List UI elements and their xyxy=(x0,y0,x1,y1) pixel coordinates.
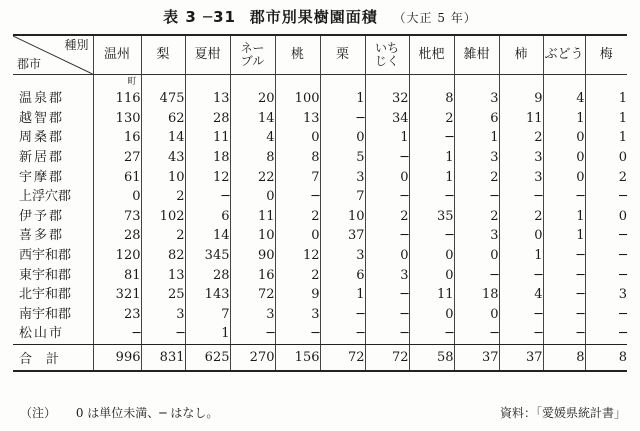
district-name: 上浮穴郡 xyxy=(19,189,72,205)
area-value-cell: 1 xyxy=(454,128,499,148)
area-value-cell: 0 xyxy=(409,265,454,285)
area-value-cell: ─ xyxy=(409,324,454,344)
area-value-cell: 1 xyxy=(320,285,365,305)
table-name: 郡市別果樹園面積 xyxy=(249,8,378,26)
area-value-cell: 102 xyxy=(141,207,185,227)
area-value-cell: 61 xyxy=(93,167,141,187)
total-row xyxy=(13,344,627,371)
area-value-cell: 0 xyxy=(585,207,627,227)
total-value-cell: 8 xyxy=(585,344,627,371)
area-value-cell: ─ xyxy=(365,324,409,344)
unit-row-spacer xyxy=(13,75,93,90)
area-value-cell: 1 xyxy=(543,207,585,227)
district-name: 西宇和郡 xyxy=(19,248,72,264)
table-row xyxy=(13,246,627,266)
total-value-cell: 831 xyxy=(141,344,185,371)
total-value-cell: 270 xyxy=(230,344,275,371)
column-header: ぶどう xyxy=(543,35,585,75)
area-value-cell: ─ xyxy=(499,305,543,325)
table-row xyxy=(13,128,627,148)
district-name: 温泉郡 xyxy=(19,91,65,107)
area-value-cell: ─ xyxy=(543,246,585,266)
table-row xyxy=(13,187,627,207)
area-value-cell: 9 xyxy=(499,89,543,109)
district-name: 喜多郡 xyxy=(19,228,65,244)
district-name: 北宇和郡 xyxy=(19,287,72,303)
column-header-text: ネーブル xyxy=(240,41,265,68)
area-value-cell: 34 xyxy=(365,109,409,129)
area-value-cell: 3 xyxy=(454,148,499,168)
area-value-cell: 100 xyxy=(275,89,320,109)
header-row xyxy=(13,35,627,75)
table-row xyxy=(13,109,627,129)
table-row xyxy=(13,265,627,285)
total-value-cell: 72 xyxy=(320,344,365,371)
area-value-cell: 82 xyxy=(141,246,185,266)
area-value-cell: 0 xyxy=(585,148,627,168)
area-value-cell: 0 xyxy=(365,246,409,266)
area-value-cell: ─ xyxy=(585,305,627,325)
district-name: 松山市 xyxy=(13,324,93,344)
area-value-cell: 3 xyxy=(454,89,499,109)
area-value-cell: 18 xyxy=(454,285,499,305)
column-header xyxy=(230,35,275,75)
table-number: 表 3 ─31 xyxy=(163,8,236,26)
table-row xyxy=(13,148,627,168)
area-value-cell: 345 xyxy=(185,246,230,266)
area-value-cell: ─ xyxy=(365,187,409,207)
area-value-cell: 0 xyxy=(275,128,320,148)
total-label: 合計 xyxy=(13,344,93,371)
column-header-text: いちじく xyxy=(374,41,399,68)
area-value-cell: 1 xyxy=(365,128,409,148)
table-row xyxy=(13,285,627,305)
area-value-cell: ─ xyxy=(365,305,409,325)
column-header: 枇杷 xyxy=(409,35,454,75)
area-value-cell: ─ xyxy=(454,324,499,344)
column-header xyxy=(365,35,409,75)
table-row xyxy=(13,167,627,187)
area-value-cell: 3 xyxy=(141,305,185,325)
area-value-cell: 0 xyxy=(320,128,365,148)
district-name: 周桑郡 xyxy=(19,130,65,146)
unit-row-spacer xyxy=(543,75,585,90)
district-name: 新居郡 xyxy=(19,150,65,166)
area-value-cell: 43 xyxy=(141,148,185,168)
area-value-cell: 0 xyxy=(543,148,585,168)
area-value-cell: 8 xyxy=(230,148,275,168)
column-header: 夏柑 xyxy=(185,35,230,75)
column-header: 雑柑 xyxy=(454,35,499,75)
area-value-cell: 2 xyxy=(454,167,499,187)
area-value-cell: 10 xyxy=(320,207,365,227)
area-value-cell: 0 xyxy=(230,187,275,207)
total-value-cell: 156 xyxy=(275,344,320,371)
area-value-cell: 13 xyxy=(141,265,185,285)
area-value-cell: ─ xyxy=(320,305,365,325)
table-title xyxy=(0,6,640,30)
area-value-cell: 0 xyxy=(93,187,141,207)
area-value-cell: 35 xyxy=(409,207,454,227)
area-value-cell: 8 xyxy=(409,89,454,109)
area-value-cell: 321 xyxy=(93,285,141,305)
area-value-cell: 120 xyxy=(93,246,141,266)
area-value-cell: 62 xyxy=(141,109,185,129)
area-value-cell: 28 xyxy=(185,109,230,129)
area-value-cell: 6 xyxy=(320,265,365,285)
area-value-cell: 90 xyxy=(230,246,275,266)
area-value-cell: ─ xyxy=(320,109,365,129)
area-value-cell: 0 xyxy=(454,305,499,325)
unit-row-spacer xyxy=(499,75,543,90)
area-value-cell: 12 xyxy=(185,167,230,187)
area-value-cell: 3 xyxy=(454,226,499,246)
area-value-cell: 10 xyxy=(141,167,185,187)
area-value-cell: 143 xyxy=(185,285,230,305)
area-value-cell: 1 xyxy=(409,167,454,187)
area-value-cell: 14 xyxy=(230,109,275,129)
total-value-cell: 37 xyxy=(499,344,543,371)
area-value-cell: 2 xyxy=(585,167,627,187)
area-value-cell: 2 xyxy=(275,265,320,285)
area-value-cell: ─ xyxy=(320,324,365,344)
area-value-cell: 1 xyxy=(585,128,627,148)
area-value-cell: 130 xyxy=(93,109,141,129)
area-value-cell: ─ xyxy=(585,324,627,344)
total-value-cell: 8 xyxy=(543,344,585,371)
area-value-cell: ─ xyxy=(275,324,320,344)
area-value-cell: 2 xyxy=(141,226,185,246)
unit-row-spacer xyxy=(365,75,409,90)
area-value-cell: 9 xyxy=(275,285,320,305)
area-value-cell: 22 xyxy=(230,167,275,187)
area-value-cell: 3 xyxy=(499,148,543,168)
area-value-cell: 0 xyxy=(275,226,320,246)
column-header: 温州 xyxy=(93,35,141,75)
footnote-text: 0 は単位未満、─ はなし。 xyxy=(75,406,219,420)
area-value-cell: 72 xyxy=(230,285,275,305)
table-row xyxy=(13,324,627,344)
area-value-cell: ─ xyxy=(365,226,409,246)
area-value-cell: 25 xyxy=(141,285,185,305)
source-note: 資料：「愛媛県統計書」 xyxy=(499,406,626,420)
area-value-cell: 3 xyxy=(275,305,320,325)
area-value-cell: ─ xyxy=(585,226,627,246)
area-value-cell: ─ xyxy=(543,305,585,325)
total-value-cell: 37 xyxy=(454,344,499,371)
area-value-cell: ─ xyxy=(275,187,320,207)
area-value-cell: ─ xyxy=(365,285,409,305)
area-value-cell: ─ xyxy=(585,246,627,266)
header-corner-type: 種別 xyxy=(64,38,89,52)
table-row xyxy=(13,305,627,325)
area-value-cell: 10 xyxy=(230,226,275,246)
area-value-cell: 11 xyxy=(499,109,543,129)
area-value-cell: ─ xyxy=(499,187,543,207)
area-value-cell: ─ xyxy=(409,128,454,148)
area-value-cell: ─ xyxy=(454,187,499,207)
area-value-cell: 1 xyxy=(185,324,230,344)
area-value-cell: 28 xyxy=(185,265,230,285)
area-value-cell: 1 xyxy=(543,226,585,246)
area-value-cell: 13 xyxy=(185,89,230,109)
column-header: 柿 xyxy=(499,35,543,75)
area-value-cell: 23 xyxy=(93,305,141,325)
area-value-cell: 0 xyxy=(499,226,543,246)
unit-row-spacer xyxy=(275,75,320,90)
area-value-cell: ─ xyxy=(454,265,499,285)
area-value-cell: 32 xyxy=(365,89,409,109)
area-value-cell: 11 xyxy=(185,128,230,148)
table-row xyxy=(13,89,627,109)
table-period: （大正 5 年） xyxy=(393,11,477,25)
area-value-cell: ─ xyxy=(93,324,141,344)
header-corner xyxy=(13,35,93,75)
district-name: 越智郡 xyxy=(19,110,65,126)
unit-row-spacer xyxy=(185,75,230,90)
area-value-cell: 1 xyxy=(585,89,627,109)
area-value-cell: ─ xyxy=(185,187,230,207)
area-value-cell: 37 xyxy=(320,226,365,246)
area-value-cell: 5 xyxy=(320,148,365,168)
area-value-cell: 7 xyxy=(185,305,230,325)
area-value-cell: 2 xyxy=(499,207,543,227)
district-name: 東宇和郡 xyxy=(19,267,72,283)
area-value-cell: 6 xyxy=(454,109,499,129)
area-value-cell: 13 xyxy=(275,109,320,129)
area-value-cell: 14 xyxy=(185,226,230,246)
area-value-cell: ─ xyxy=(499,265,543,285)
unit-row-spacer xyxy=(409,75,454,90)
unit-row xyxy=(13,75,627,90)
area-value-cell: 12 xyxy=(275,246,320,266)
area-value-cell: ─ xyxy=(230,324,275,344)
area-value-cell: 2 xyxy=(499,128,543,148)
area-value-cell: 2 xyxy=(141,187,185,207)
area-value-cell: 1 xyxy=(409,148,454,168)
district-name: 伊予郡 xyxy=(19,208,65,224)
total-value-cell: 996 xyxy=(93,344,141,371)
area-value-cell: ─ xyxy=(543,285,585,305)
area-value-cell: 4 xyxy=(499,285,543,305)
area-value-cell: 6 xyxy=(185,207,230,227)
area-value-cell: ─ xyxy=(585,187,627,207)
district-name: 南宇和郡 xyxy=(19,306,72,322)
area-value-cell: 7 xyxy=(275,167,320,187)
area-value-cell: 0 xyxy=(454,246,499,266)
area-value-cell: 16 xyxy=(93,128,141,148)
area-value-cell: 73 xyxy=(93,207,141,227)
area-value-cell: 2 xyxy=(409,109,454,129)
total-value-cell: 58 xyxy=(409,344,454,371)
footnote-label: （注） xyxy=(20,406,57,420)
column-header: 桃 xyxy=(275,35,320,75)
column-header: 梅 xyxy=(585,35,627,75)
unit-row-spacer xyxy=(230,75,275,90)
area-value-cell: 0 xyxy=(543,167,585,187)
total-value-cell: 625 xyxy=(185,344,230,371)
area-value-cell: 3 xyxy=(320,246,365,266)
table-row xyxy=(13,207,627,227)
area-value-cell: ─ xyxy=(543,265,585,285)
unit-label: 町 xyxy=(93,75,141,90)
unit-row-spacer xyxy=(320,75,365,90)
area-value-cell: 475 xyxy=(141,89,185,109)
area-value-cell: ─ xyxy=(543,187,585,207)
area-value-cell: 1 xyxy=(543,109,585,129)
area-value-cell: 2 xyxy=(275,207,320,227)
area-value-cell: 14 xyxy=(141,128,185,148)
area-value-cell: 116 xyxy=(93,89,141,109)
area-value-cell: 1 xyxy=(499,246,543,266)
total-value-cell: 72 xyxy=(365,344,409,371)
area-value-cell: 20 xyxy=(230,89,275,109)
area-value-cell: 18 xyxy=(185,148,230,168)
unit-row-spacer xyxy=(585,75,627,90)
area-value-cell: ─ xyxy=(543,324,585,344)
area-value-cell: 0 xyxy=(365,167,409,187)
area-value-cell: ─ xyxy=(141,324,185,344)
column-header: 栗 xyxy=(320,35,365,75)
area-value-cell: ─ xyxy=(409,226,454,246)
unit-row-spacer xyxy=(141,75,185,90)
area-value-cell: 0 xyxy=(409,246,454,266)
area-value-cell: ─ xyxy=(499,324,543,344)
area-value-cell: 4 xyxy=(543,89,585,109)
footnote xyxy=(20,404,218,421)
area-value-cell: 2 xyxy=(365,207,409,227)
header-corner-district: 郡市 xyxy=(17,57,42,71)
area-value-cell: 27 xyxy=(93,148,141,168)
area-value-cell: ─ xyxy=(365,148,409,168)
area-value-cell: 81 xyxy=(93,265,141,285)
area-value-cell: 1 xyxy=(585,109,627,129)
table-row xyxy=(13,226,627,246)
area-value-cell: 3 xyxy=(230,305,275,325)
area-value-cell: 0 xyxy=(409,305,454,325)
orchard-area-table xyxy=(13,34,627,372)
area-value-cell: 8 xyxy=(275,148,320,168)
area-value-cell: 1 xyxy=(320,89,365,109)
column-header: 梨 xyxy=(141,35,185,75)
area-value-cell: 7 xyxy=(320,187,365,207)
area-value-cell: 11 xyxy=(230,207,275,227)
area-value-cell: ─ xyxy=(409,187,454,207)
area-value-cell: 28 xyxy=(93,226,141,246)
area-value-cell: 0 xyxy=(543,128,585,148)
unit-row-spacer xyxy=(454,75,499,90)
area-value-cell: ─ xyxy=(585,265,627,285)
area-value-cell: 3 xyxy=(585,285,627,305)
area-value-cell: 4 xyxy=(230,128,275,148)
area-value-cell: 3 xyxy=(365,265,409,285)
area-value-cell: 16 xyxy=(230,265,275,285)
district-name: 宇摩郡 xyxy=(19,169,65,185)
area-value-cell: 11 xyxy=(409,285,454,305)
area-value-cell: 3 xyxy=(499,167,543,187)
area-value-cell: 2 xyxy=(454,207,499,227)
area-value-cell: 3 xyxy=(320,167,365,187)
